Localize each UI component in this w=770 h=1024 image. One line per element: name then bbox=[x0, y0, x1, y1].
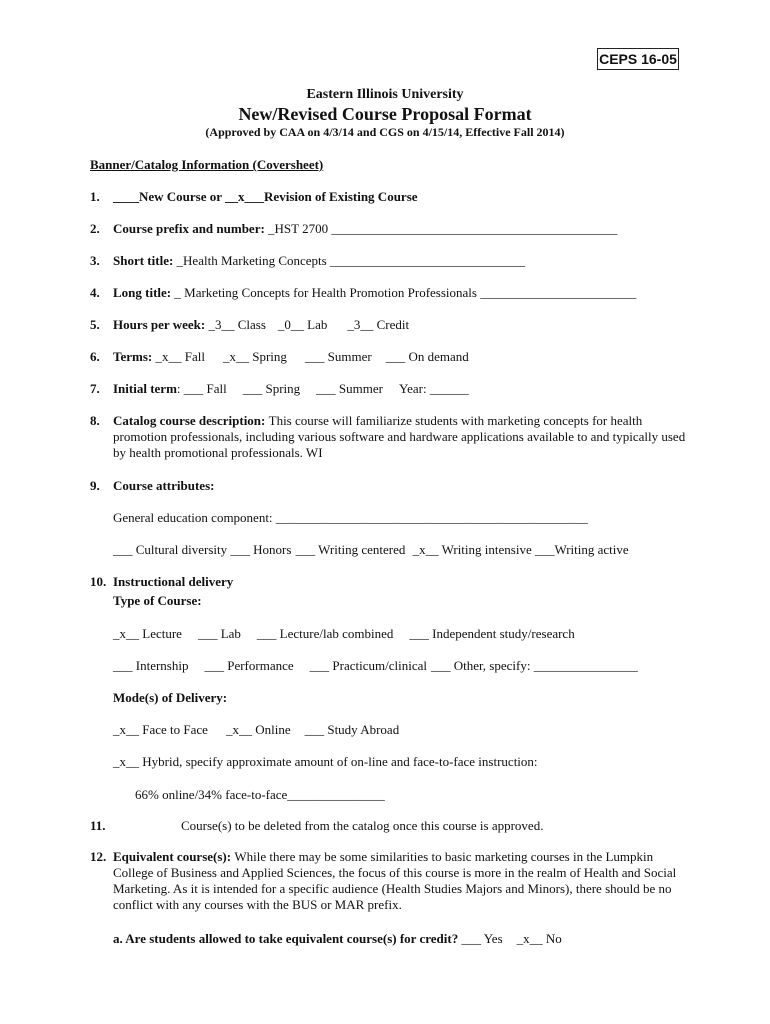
type-internship: ___ Internship bbox=[113, 658, 189, 673]
mode-face-to-face: _x__ Face to Face bbox=[113, 722, 208, 737]
mode-of-delivery-label: Mode(s) of Delivery: bbox=[113, 690, 228, 705]
type-performance: ___ Performance bbox=[204, 658, 294, 673]
item-6: 6. Terms: _x__ Fall _x__ Spring ___ Summer ___ On demand bbox=[90, 349, 469, 364]
type-lecture: _x__ Lecture bbox=[113, 626, 182, 641]
type-practicum: ___ Practicum/clinical bbox=[309, 658, 427, 673]
equivalent-courses: Equivalent course(s): While there may be some similarities to basic marketing courses in the Lumpkin College of Business and Applied Sciences, the focus of this course is more in the realm of Health and Social Marketing. As it is intended for a specific audience (Health Studies Majors and Minors), there should be no conflict with any courses with the BUS or MAR prefix. bbox=[113, 849, 677, 912]
equivalent-yes: ___ Yes bbox=[461, 931, 503, 946]
type-lab: ___ Lab bbox=[197, 626, 241, 641]
item-7: 7. Initial term: ___ Fall ___ Spring ___ Summer Year: ______ bbox=[90, 381, 469, 396]
type-independent-study: ___ Independent study/research bbox=[409, 626, 575, 641]
document-code: CEPS 16-05 bbox=[597, 48, 679, 70]
course-attributes-row bbox=[113, 542, 629, 558]
item-4: 4. Long title: _ Marketing Concepts for Health Promotion Professionals ________________________ bbox=[90, 285, 637, 300]
attr-writing-centered: ___ Writing centered bbox=[295, 542, 406, 557]
initial-spring: ___ Spring bbox=[242, 381, 301, 396]
equivalent-courses-text: While there may be some similarities to basic marketing courses in the Lumpkin College of Business and Applied Sciences, the focus of this course is more in the realm of Health and Social Marketing. As it is intended for a specific audience (Health Studies Majors and Minors), there should be no conflict with any courses with the BUS or MAR prefix. bbox=[113, 849, 677, 912]
document-title: New/Revised Course Proposal Format bbox=[238, 104, 532, 124]
equivalent-credit-question: a. Are students allowed to take equivalent course(s) for credit? ___ Yes _x__ No bbox=[113, 931, 562, 946]
term-fall: _x__ Fall bbox=[155, 349, 205, 364]
courses-to-delete: Course(s) to be deleted from the catalog once this course is approved. bbox=[181, 818, 544, 833]
item-2: 2. Course prefix and number: _HST 2700 ____________________________________________ bbox=[90, 221, 618, 236]
attr-honors: ___ Honors bbox=[230, 542, 292, 557]
item-10: 10. Instructional delivery bbox=[90, 574, 234, 589]
initial-summer: ___ Summer bbox=[316, 381, 383, 396]
delivery-modes-row bbox=[113, 722, 399, 738]
type-lecture-lab: ___ Lecture/lab combined bbox=[256, 626, 394, 641]
item-11: 11. bbox=[90, 818, 106, 833]
type-of-course-label: Type of Course: bbox=[113, 593, 202, 608]
mode-study-abroad: ___ Study Abroad bbox=[304, 722, 400, 737]
class-hours: _3__ Class bbox=[208, 317, 266, 332]
section-heading: Banner/Catalog Information (Coversheet) bbox=[90, 157, 324, 172]
item-12-number: 12. bbox=[90, 849, 107, 864]
mode-hybrid: _x__ Hybrid, specify approximate amount of on-line and face-to-face instruction: bbox=[113, 754, 538, 769]
equivalent-no: _x__ No bbox=[516, 931, 562, 946]
credit-hours: _3__ Credit bbox=[347, 317, 410, 332]
item-5: 5. Hours per week: _3__ Class _0__ Lab _3__ Credit bbox=[90, 317, 410, 332]
short-title-value: _Health Marketing Concepts ______________________________ bbox=[176, 253, 525, 268]
term-summer: ___ Summer bbox=[304, 349, 372, 364]
item-1: 1. ____New Course or __x___Revision of Existing Course bbox=[90, 189, 418, 204]
initial-year: Year: ______ bbox=[398, 381, 469, 396]
attr-writing-intensive: _x__ Writing intensive bbox=[412, 542, 532, 557]
hybrid-split-value: 66% online/34% face-to-face_______________ bbox=[135, 787, 385, 802]
catalog-description-text: This course will familiarize students with marketing concepts for health promotion professionals, including various software and hardware applications available to and typically used by health promotional professionals. WI bbox=[113, 413, 686, 460]
course-types-row-2 bbox=[113, 658, 638, 674]
type-other: ___ Other, specify: ________________ bbox=[430, 658, 638, 673]
course-types-row-1 bbox=[113, 626, 575, 642]
lab-hours: _0__ Lab bbox=[277, 317, 328, 332]
course-type-selection: ____New Course or __x___Revision of Existing Course bbox=[113, 189, 418, 204]
initial-fall: : ___ Fall bbox=[176, 381, 227, 396]
term-on-demand: ___ On demand bbox=[385, 349, 469, 364]
attr-writing-active: ___Writing active bbox=[534, 542, 629, 557]
term-spring: _x__ Spring bbox=[222, 349, 287, 364]
catalog-description: Catalog course description: This course will familiarize students with marketing concepts for health promotion professionals, including various software and hardware applications available to and typically used by health promotional professionals. WI bbox=[113, 413, 686, 460]
course-prefix-value: _HST 2700 ____________________________________________ bbox=[268, 221, 618, 236]
item-3: 3. Short title: _Health Marketing Concepts ______________________________ bbox=[90, 253, 525, 268]
university-name: Eastern Illinois University bbox=[306, 87, 464, 102]
gen-ed-component: General education component: ________________________________________________ bbox=[113, 510, 588, 525]
attr-cultural-diversity: ___ Cultural diversity bbox=[113, 542, 228, 557]
approval-note: (Approved by CAA on 4/3/14 and CGS on 4/15/14, Effective Fall 2014) bbox=[205, 125, 565, 139]
item-9: 9. Course attributes: bbox=[90, 478, 215, 493]
mode-online: _x__ Online bbox=[225, 722, 291, 737]
item-8-number: 8. bbox=[90, 413, 100, 428]
long-title-value: _ Marketing Concepts for Health Promotion Professionals ________________________ bbox=[174, 285, 637, 300]
